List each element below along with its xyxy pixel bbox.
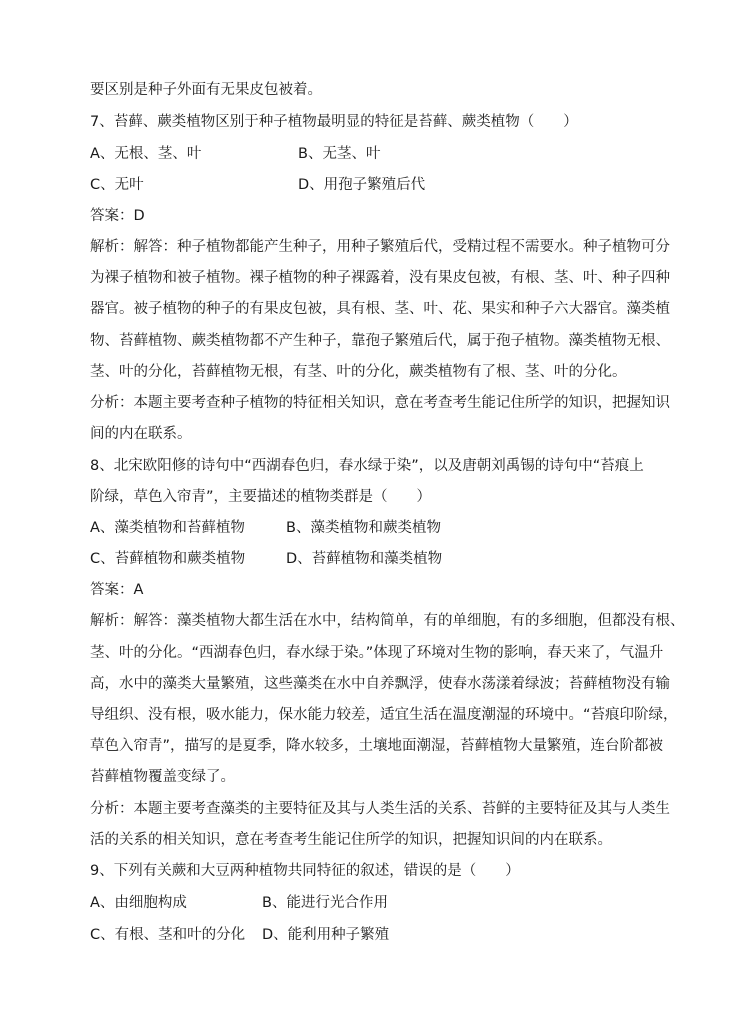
q8-analysis-line: 活的关系的相关知识，意在考查考生能记住所学的知识，把握知识间的内在联系。 bbox=[90, 832, 612, 848]
q7-explanation-line: 解析：解答：种子植物都能产生种子，用种子繁殖后代，受精过程不需要水。种子植物可分 bbox=[90, 239, 670, 255]
q8-answer: 答案：A bbox=[90, 582, 144, 598]
q7-explanation-line: 茎、叶的分化，苔藓植物无根，有茎、叶的分化，蕨类植物有了根、茎、叶的分化。 bbox=[90, 364, 627, 380]
q7-analysis-line: 分析：本题主要考查种子植物的特征相关知识，意在考查考生能记住所学的知识，把握知识 bbox=[90, 395, 670, 411]
q7-explanation-line: 为裸子植物和被子植物。裸子植物的种子裸露着，没有果皮包被，有根、茎、叶、种子四种 bbox=[90, 270, 670, 286]
question-9: 9、下列有关蕨和大豆两种植物共同特征的叙述，错误的是（ ） bbox=[90, 863, 520, 879]
q8-explanation-line: 苔藓植物覆盖变绿了。 bbox=[90, 769, 235, 785]
q8-analysis-line: 分析：本题主要考查藻类的主要特征及其与人类生活的关系、苔鲜的主要特征及其与人类生 bbox=[90, 801, 670, 817]
q7-option-c: C、无叶 bbox=[90, 177, 144, 193]
q7-option-d: D、用孢子繁殖后代 bbox=[298, 177, 426, 193]
q9-option-d: D、能利用种子繁殖 bbox=[262, 927, 390, 943]
q8-option-c: C、苔藓植物和蕨类植物 bbox=[90, 551, 246, 567]
q8-explanation-line: 导组织、没有根，吸水能力，保水能力较差，适宜生活在温度潮湿的环境中。“苔痕印阶绿， bbox=[90, 707, 678, 723]
q7-explanation-line: 物、苔藓植物、蕨类植物都不产生种子，靠孢子繁殖后代，属于孢子植物。藻类植物无根、 bbox=[90, 333, 670, 349]
q9-option-a: A、由细胞构成 bbox=[90, 895, 187, 911]
q7-answer: 答案：D bbox=[90, 208, 145, 224]
q8-explanation-line: 茎、叶的分化。“西湖春色归，春水绿于染。”体现了环境对生物的影响，春天来了，气温升 bbox=[90, 645, 664, 661]
q7-explanation-line: 器官。被子植物的种子的有果皮包被，具有根、茎、叶、花、果实和种子六大器官。藻类植 bbox=[90, 301, 670, 317]
q7-option-a: A、无根、茎、叶 bbox=[90, 146, 202, 162]
q8-option-d: D、苔藓植物和藻类植物 bbox=[286, 551, 443, 567]
q9-option-c: C、有根、茎和叶的分化 bbox=[90, 927, 246, 943]
q8-explanation-line: 高，水中的藻类大量繁殖，这些藻类在水中自养飘浮，使春水荡漾着绿波；苔藓植物没有输 bbox=[90, 676, 670, 692]
q7-option-b: B、无茎、叶 bbox=[298, 146, 381, 162]
q8-option-a: A、藻类植物和苔藓植物 bbox=[90, 520, 245, 536]
q8-explanation-line: 解析：解答：藻类植物大都生活在水中，结构简单，有的单细胞，有的多细胞，但都没有根、 bbox=[90, 613, 685, 629]
q9-option-b: B、能进行光合作用 bbox=[262, 895, 388, 911]
question-7: 7、苔藓、蕨类植物区别于种子植物最明显的特征是苔藓、蕨类植物（ ） bbox=[90, 114, 578, 130]
q8-explanation-line: 草色入帘青”，描写的是夏季，降水较多，土壤地面潮湿，苔藓植物大量繁殖，连台阶都被 bbox=[90, 738, 664, 754]
question-8: 阶绿，草色入帘青”，主要描述的植物类群是（ ） bbox=[90, 489, 432, 505]
q7-analysis-line: 间的内在联系。 bbox=[90, 426, 192, 442]
q8-option-b: B、藻类植物和蕨类植物 bbox=[286, 520, 441, 536]
question-8: 8、北宋欧阳修的诗句中“西湖春色归，春水绿于染”，以及唐朝刘禹锡的诗句中“苔痕上 bbox=[90, 458, 644, 474]
text-line: 要区别是种子外面有无果皮包被着。 bbox=[90, 82, 322, 98]
